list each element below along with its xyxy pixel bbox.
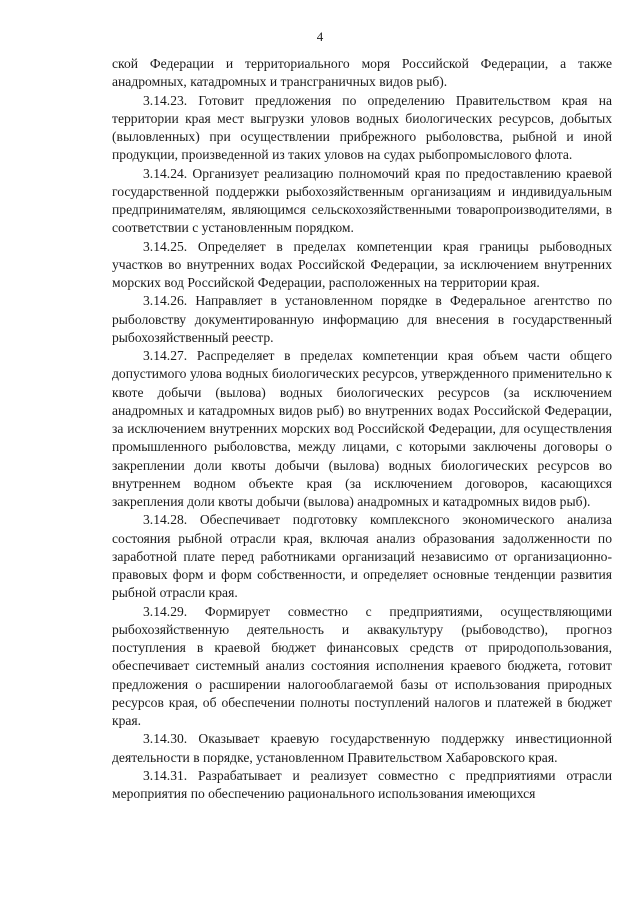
paragraph-3-14-29: 3.14.29. Формирует совместно с предприятиями, осуществляющими рыбохозяйственную деятельность и аквакультуру (рыбоводство), прогноз поступления в краевой бюджет финансовых средств от природопользования, обеспечивает системный анализ состояния исполнения краевого бюджета, готовит предложения о расширении налогооблагаемой базы от использования природных ресурсов края, об обеспечении полноты поступлений налогов и платежей в бюджет края. (112, 603, 612, 728)
paragraph-3-14-27: 3.14.27. Распределяет в пределах компетенции края объем части общего допустимого улова водных биологических ресурсов, утвержденного применительно к квоте добычи (вылова) водных биологических ресурсов (за исключением анадромных и катадромных видов рыб) во внутренних водах Российской Федерации, за исключением внутренних морских вод Российской Федерации, для осуществления промышленного рыболовства, между лицами, с которыми заключены договоры о закреплении доли квоты добычи (вылова) водных биологических ресурсов во внутреннем водном объекте края (за исключением договоров, касающихся закрепления доли квоты добычи (вылова) анадромных и катадромных видов рыб). (112, 348, 612, 509)
page-number: 4 (316, 29, 324, 44)
paragraph-3-14-24: 3.14.24. Организует реализацию полномочий края по предоставлению краевой государственной поддержки рыбохозяйственным организациям и индивидуальным предпринимателям, являющимся сельскохозяйственными товаропроизводителями, в соответствии с установленным порядком. (112, 165, 612, 236)
paragraph-3-14-23: 3.14.23. Готовит предложения по определению Правительством края на территории края мест выгрузки уловов водных биологических ресурсов, добытых (выловленных) при осуществлении прибрежного рыболовства, рыбной и иной продукции, произведенной из таких уловов на судах рыбопромыслового флота. (112, 92, 612, 163)
document-body (112, 55, 612, 803)
paragraph-3-14-31: 3.14.31. Разрабатывает и реализует совместно с предприятиями отрасли мероприятия по обеспечению рационального использования имеющихся (112, 767, 612, 801)
paragraph-3-14-28: 3.14.28. Обеспечивает подготовку комплексного экономического анализа состояния рыбной отрасли края, включая анализ образования задолженности по заработной плате перед работниками организаций независимо от организационно-правовых форм и форм собственности, и определяет основные тенденции развития рыбной отрасли края. (112, 512, 612, 601)
paragraph-3-14-30: 3.14.30. Оказывает краевую государственную поддержку инвестиционной деятельности в порядке, установленном Правительством Хабаровского края. (112, 731, 612, 765)
paragraph-continuation: ской Федерации и территориального моря Российской Федерации, а также анадромных, катадромных и трансграничных видов рыб). (112, 56, 612, 90)
paragraph-3-14-25: 3.14.25. Определяет в пределах компетенции края границы рыбоводных участков во внутренних водах Российской Федерации, за исключением внутренних морских вод Российской Федерации, расположенных на территории края. (112, 238, 612, 290)
paragraph-3-14-26: 3.14.26. Направляет в установленном порядке в Федеральное агентство по рыболовству документированную информацию для внесения в государственный рыбохозяйственный реестр. (112, 293, 612, 345)
